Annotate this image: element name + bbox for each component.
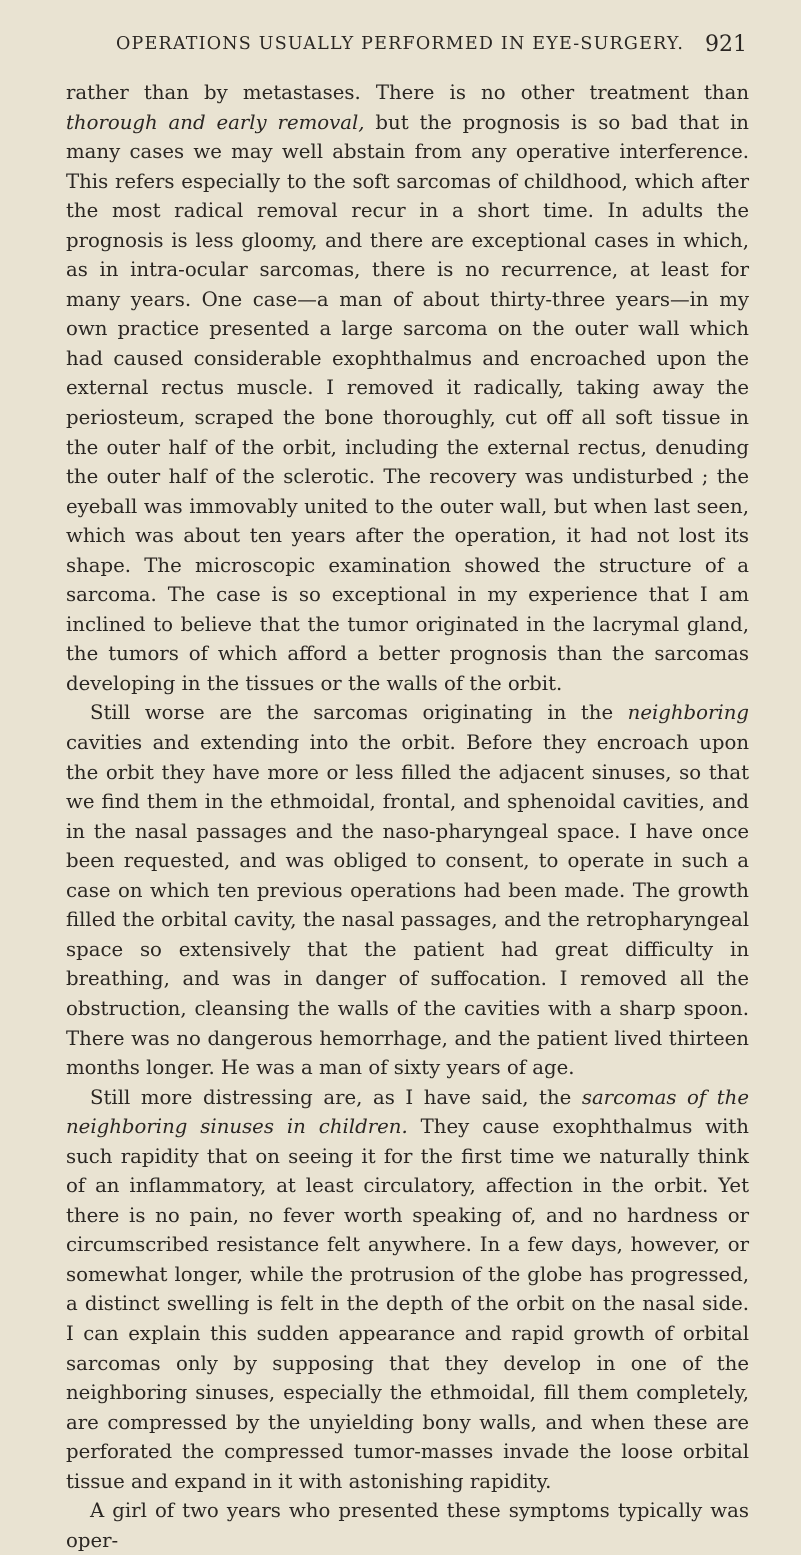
- paragraph-4-text: A girl of two years who presented these symptoms typically was oper-: [66, 1499, 749, 1552]
- running-head: [66, 34, 749, 64]
- running-title: OPERATIONS USUALLY PERFORMED IN EYE-SURGERY.: [116, 34, 685, 54]
- body-text: [66, 78, 749, 1555]
- page-number: 921: [705, 32, 747, 57]
- paragraph-2-text-a: Still worse are the sarcomas originating in the: [90, 701, 628, 725]
- paragraph-3-emphasis: sarcomas of the neighboring sinuses in children.: [66, 1085, 749, 1139]
- paragraph-2-emphasis: neighboring: [627, 701, 749, 725]
- paragraph-1-emphasis: thorough and early removal,: [66, 110, 365, 134]
- paragraph-2-text-b: cavities and extending into the orbit. Before they encroach upon the orbit they have more or less filled the adjacent sinuses, so that we find them in the ethmoidal, frontal, and sphenoidal cavities, and in the nasal passages and the naso-pharyngeal space. I have once been requested, and was obliged to consent, to operate in such a case on which ten previous operations had been made. The growth filled the orbital cavity, the nasal passages, and the retropharyngeal space so extensively that the patient had great difficulty in breathing, and was in danger of suffocation. I removed all the obstruction, cleansing the walls of the cavities with a sharp spoon. There was no dangerous hemorrhage, and the patient lived thirteen months longer. He was a man of sixty years of age.: [66, 731, 749, 1080]
- paragraph-1-text-b: but the prognosis is so bad that in many cases we may well abstain from any operative interference. This refers especially to the soft sarcomas of childhood, which after the most radical removal recur in a short time. In adults the prognosis is less gloomy, and there are exceptional cases in which, as in intra-ocular sarcomas, there is no recurrence, at least for many years. One case—a man of about thirty-three years—in my own practice presented a large sarcoma on the outer wall which had caused considerable exophthalmus and encroached upon the external rectus muscle. I removed it radically, taking away the periosteum, scraped the bone thoroughly, cut off all soft tissue in the outer half of the orbit, including the external rectus, denuding the outer half of the sclerotic. The recovery was undisturbed ; the eyeball was immovably united to the outer wall, but when last seen, which was about ten years after the operation, it had not lost its shape. The microscopic examination showed the structure of a sarcoma. The case is so exceptional in my experience that I am inclined to believe that the tumor originated in the lacrymal gland, the tumors of which afford a better prognosis than the sarcomas developing in the tissues or the walls of the orbit.: [66, 110, 749, 695]
- paragraph-1-text-a: rather than by metastases. There is no other treatment than: [66, 81, 749, 104]
- paragraph-3-text-b: They cause exophthalmus with such rapidity that on seeing it for the first time we naturally think of an inflammatory, at least circulatory, affection in the orbit. Yet there is no pain, no fever worth speaking of, and no hardness or circumscribed resistance felt anywhere. In a few days, however, or somewhat longer, while the protrusion of the globe has progressed, a distinct swelling is felt in the depth of the orbit on the nasal side. I can explain this sudden appearance and rapid growth of orbital sarcomas only by supposing that they develop in one of the neighboring sinuses, especially the ethmoidal, fill them completely, are compressed by the unyielding bony walls, and when these are perforated the compressed tumor-masses invade the loose orbital tissue and expand in it with astonishing rapidity.: [66, 1115, 749, 1493]
- paragraph-4: [66, 1496, 749, 1555]
- paragraph-3-text-a: Still more distressing are, as I have said, the: [90, 1085, 582, 1109]
- paragraph-2: [66, 698, 749, 1082]
- paragraph-1: [66, 78, 749, 698]
- paragraph-3: [66, 1083, 749, 1497]
